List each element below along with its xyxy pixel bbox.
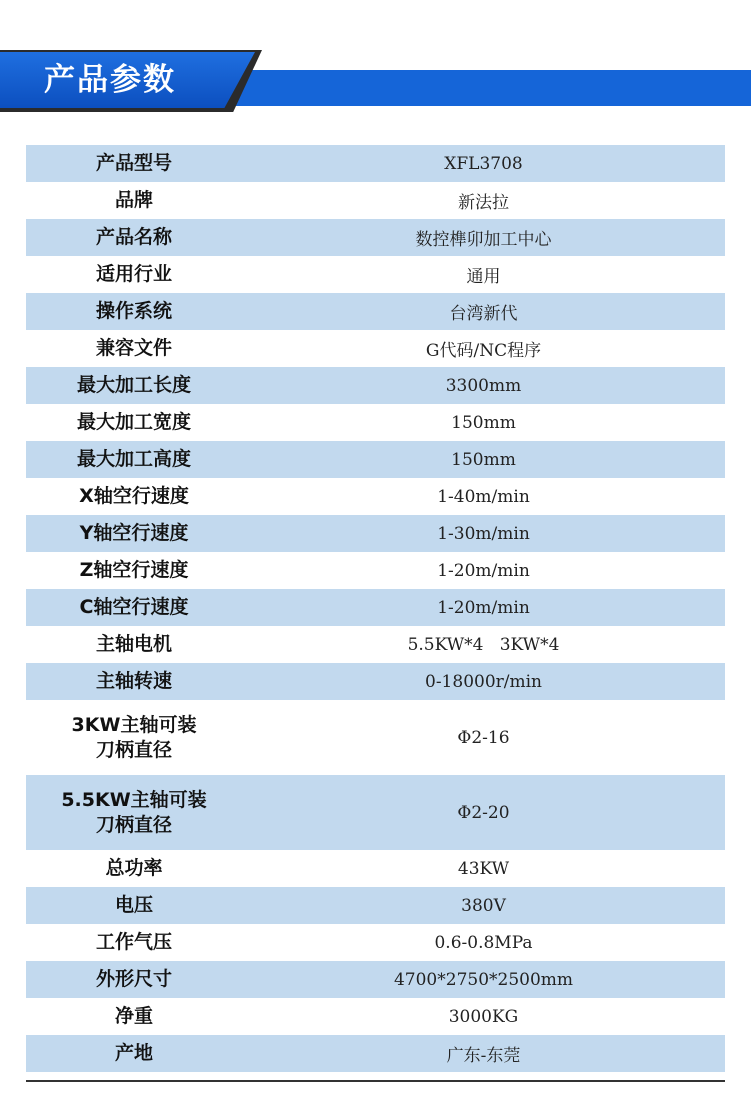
spec-row bbox=[26, 626, 725, 663]
spec-label: 主轴电机 bbox=[95, 633, 172, 655]
spec-label: 产品型号 bbox=[95, 152, 172, 174]
spec-row bbox=[26, 367, 725, 404]
spec-value: Φ2-16 bbox=[457, 727, 510, 748]
spec-label: 电压 bbox=[114, 894, 153, 916]
section-banner bbox=[0, 50, 751, 112]
spec-row bbox=[26, 441, 725, 478]
spec-label: 兼容文件 bbox=[95, 337, 172, 359]
spec-label: 工作气压 bbox=[95, 931, 172, 953]
spec-value: 1-30m/min bbox=[437, 523, 530, 544]
spec-label: 适用行业 bbox=[95, 263, 172, 285]
spec-row bbox=[26, 404, 725, 441]
table-bottom-divider bbox=[26, 1080, 725, 1082]
spec-row bbox=[26, 293, 725, 330]
spec-value: G代码/NC程序 bbox=[425, 341, 542, 361]
spec-value: 380V bbox=[461, 895, 506, 916]
spec-label: 最大加工宽度 bbox=[76, 411, 191, 433]
spec-label: 产地 bbox=[114, 1042, 153, 1064]
spec-value: 3000KG bbox=[448, 1006, 519, 1027]
spec-table bbox=[26, 145, 725, 1072]
spec-row bbox=[26, 663, 725, 700]
spec-label: C轴空行速度 bbox=[79, 596, 189, 618]
spec-label: 操作系统 bbox=[95, 300, 172, 322]
spec-value: 新法拉 bbox=[458, 193, 509, 213]
spec-row bbox=[26, 330, 725, 367]
spec-value: 4700*2750*2500mm bbox=[393, 969, 574, 990]
spec-row bbox=[26, 182, 725, 219]
spec-value: 台湾新代 bbox=[449, 304, 518, 324]
spec-label: X轴空行速度 bbox=[79, 485, 189, 507]
spec-value: 5.5KW*4 3KW*4 bbox=[407, 634, 560, 655]
spec-row bbox=[26, 145, 725, 182]
spec-value: 1-40m/min bbox=[437, 486, 530, 507]
spec-label: 总功率 bbox=[105, 857, 163, 879]
spec-label: 外形尺寸 bbox=[95, 968, 172, 990]
spec-row bbox=[26, 478, 725, 515]
banner-bar bbox=[215, 70, 751, 106]
spec-row bbox=[26, 515, 725, 552]
spec-label: Z轴空行速度 bbox=[79, 559, 189, 581]
spec-value: 0.6-0.8MPa bbox=[434, 932, 533, 953]
spec-label: 5.5KW主轴可装 刀柄直径 bbox=[61, 788, 207, 836]
spec-row bbox=[26, 924, 725, 961]
spec-row bbox=[26, 1035, 725, 1072]
spec-label: 主轴转速 bbox=[95, 670, 172, 692]
spec-label: 最大加工高度 bbox=[76, 448, 191, 470]
spec-label: 最大加工长度 bbox=[76, 374, 191, 396]
spec-row bbox=[26, 552, 725, 589]
spec-row bbox=[26, 850, 725, 887]
section-title: 产品参数 bbox=[44, 62, 176, 98]
spec-value: 43KW bbox=[457, 858, 510, 879]
spec-row bbox=[26, 219, 725, 256]
spec-value: 1-20m/min bbox=[437, 560, 530, 581]
spec-label: 产品名称 bbox=[95, 226, 172, 248]
spec-value: 广东-东莞 bbox=[446, 1046, 521, 1066]
spec-value: XFL3708 bbox=[444, 153, 523, 174]
spec-value: 通用 bbox=[466, 267, 501, 287]
spec-row bbox=[26, 998, 725, 1035]
spec-row bbox=[26, 589, 725, 626]
spec-value: Φ2-20 bbox=[457, 802, 510, 823]
spec-row bbox=[26, 961, 725, 998]
spec-row bbox=[26, 887, 725, 924]
spec-value: 3300mm bbox=[445, 375, 522, 396]
spec-row bbox=[26, 775, 725, 850]
spec-value: 0-18000r/min bbox=[425, 671, 542, 692]
spec-value: 数控榫卯加工中心 bbox=[415, 230, 552, 250]
spec-label: 3KW主轴可装 刀柄直径 bbox=[71, 713, 197, 761]
spec-value: 1-20m/min bbox=[437, 597, 530, 618]
spec-label: 品牌 bbox=[114, 189, 153, 211]
spec-row bbox=[26, 700, 725, 775]
spec-row bbox=[26, 256, 725, 293]
spec-label: 净重 bbox=[114, 1005, 153, 1027]
spec-value: 150mm bbox=[451, 412, 516, 433]
spec-label: Y轴空行速度 bbox=[79, 522, 189, 544]
spec-value: 150mm bbox=[451, 449, 516, 470]
